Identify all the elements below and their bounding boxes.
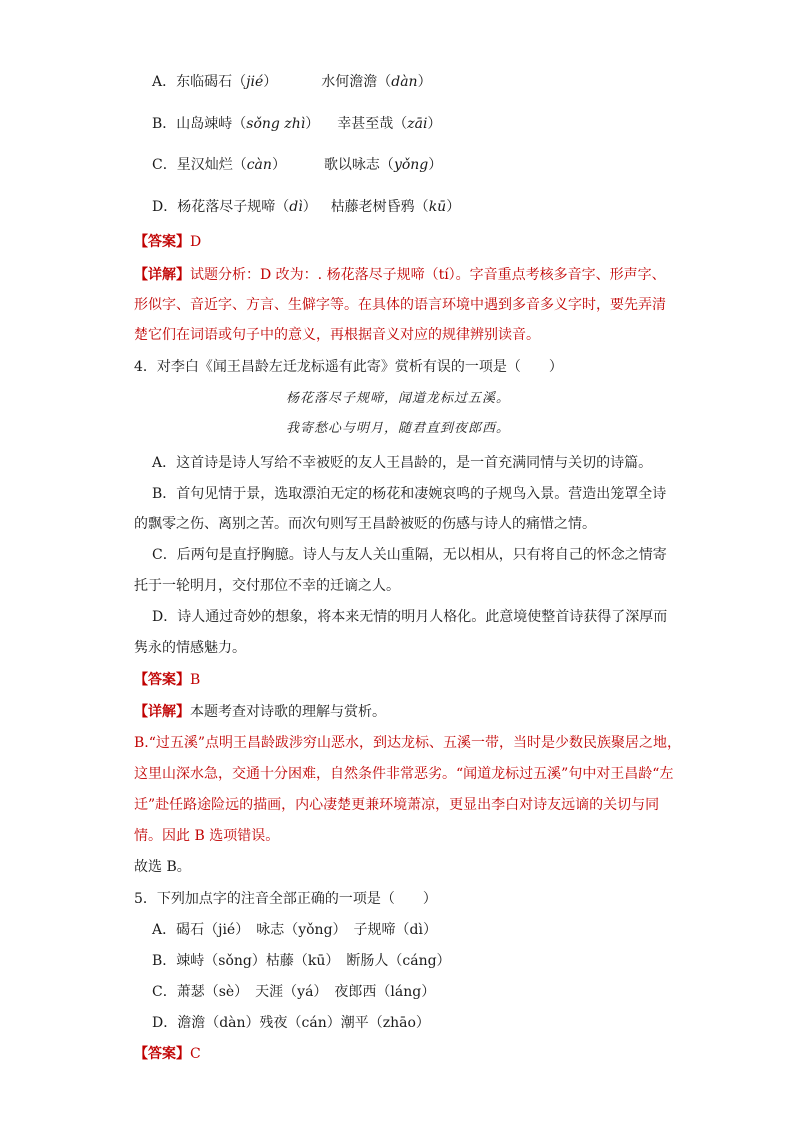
q4-poem-line-1: 杨花落尽子规啼，闻道龙标过五溪。 — [286, 391, 511, 406]
q4-option-d-line-2: 隽永的情感魅力。 — [134, 640, 246, 656]
q4-option-c-line-2: 托于一轮明月，交付那位不幸的迁谪之人。 — [134, 578, 400, 594]
q3-detail-line-1: 【详解】试题分析：D 改为：. 杨花落尽子规啼（tí）。字音重点考核多音字、形声字、 — [134, 267, 666, 283]
q5-stem: 5．下列加点字的注音全部正确的一项是（ ） — [134, 891, 437, 907]
q3-option-b: B．山岛竦峙（sǒng zhì） 幸甚至哉（zāi） — [152, 116, 442, 132]
q5-option-c: C．萧瑟（sè） 天涯（yá） 夜郎西（láng） — [152, 984, 436, 1000]
q4-detail-intro: 【详解】本题考查对诗歌的理解与赏析。 — [134, 704, 386, 720]
q4-answer: 【答案】B — [134, 672, 201, 688]
q4-stem: 4．对李白《闻王昌龄左迁龙标遥有此寄》赏析有误的一项是（ ） — [134, 359, 563, 375]
q5-answer: 【答案】C — [134, 1046, 201, 1062]
q4-poem-line-2: 我寄愁心与明月，随君直到夜郎西。 — [286, 421, 511, 436]
q4-option-c-line-1: C．后两句是直抒胸臆。诗人与友人关山重隔，无以相从，只有将自己的怀念之情寄 — [152, 547, 667, 563]
q4-detail-line-1: B.“过五溪”点明王昌龄跋涉穷山恶水，到达龙标、五溪一带，当时是少数民族聚居之地， — [134, 735, 682, 751]
q3-option-c: C．星汉灿烂（càn） 歌以咏志（yǒng） — [152, 157, 443, 173]
q3-answer: 【答案】D — [134, 234, 202, 250]
q4-detail-line-3: 迁”赴任路途险远的描画，内心凄楚更兼环境萧凉，更显出李白对诗友远谪的关切与同 — [134, 797, 660, 813]
q3-detail-line-2: 形似字、音近字、方言、生僻字等。在具体的语言环境中遇到多音多义字时，要先弄清 — [134, 297, 666, 313]
q4-detail-line-2: 这里山深水急，交通十分困难，自然条件非常恶劣。“闻道龙标过五溪”句中对王昌龄“左 — [134, 766, 674, 782]
q3-detail-line-3: 楚它们在词语或句子中的意义，再根据音义对应的规律辨别读音。 — [134, 327, 540, 343]
q4-option-b-line-1: B．首句见情于景，选取漂泊无定的杨花和凄婉哀鸣的子规鸟入景。营造出笼罩全诗 — [152, 486, 667, 502]
q5-option-b: B．竦峙（sǒng）枯藤（kū） 断肠人（cáng） — [152, 953, 451, 969]
q3-option-a: A．东临碣石（jié） 水何澹澹（dàn） — [152, 74, 432, 90]
q3-option-d: D．杨花落尽子规啼（dì） 枯藤老树昏鸦（kū） — [152, 199, 461, 215]
q4-detail-line-5: 故选 B。 — [134, 859, 191, 875]
q5-option-a: A．碣石（jié） 咏志（yǒng） 子规啼（dì） — [152, 922, 437, 938]
q5-option-d: D．澹澹（dàn）残夜（cán）潮平（zhāo） — [152, 1015, 430, 1031]
q4-detail-line-4: 情。因此 B 选项错误。 — [134, 828, 280, 844]
q4-option-d-line-1: D．诗人通过奇妙的想象，将本来无情的明月人格化。此意境使整首诗获得了深厚而 — [152, 609, 668, 625]
q4-option-b-line-2: 的飘零之伤、离别之苦。而次句则写王昌龄被贬的伤感与诗人的痛惜之情。 — [134, 516, 596, 532]
q4-option-a: A．这首诗是诗人写给不幸被贬的友人王昌龄的，是一首充满同情与关切的诗篇。 — [152, 455, 653, 471]
